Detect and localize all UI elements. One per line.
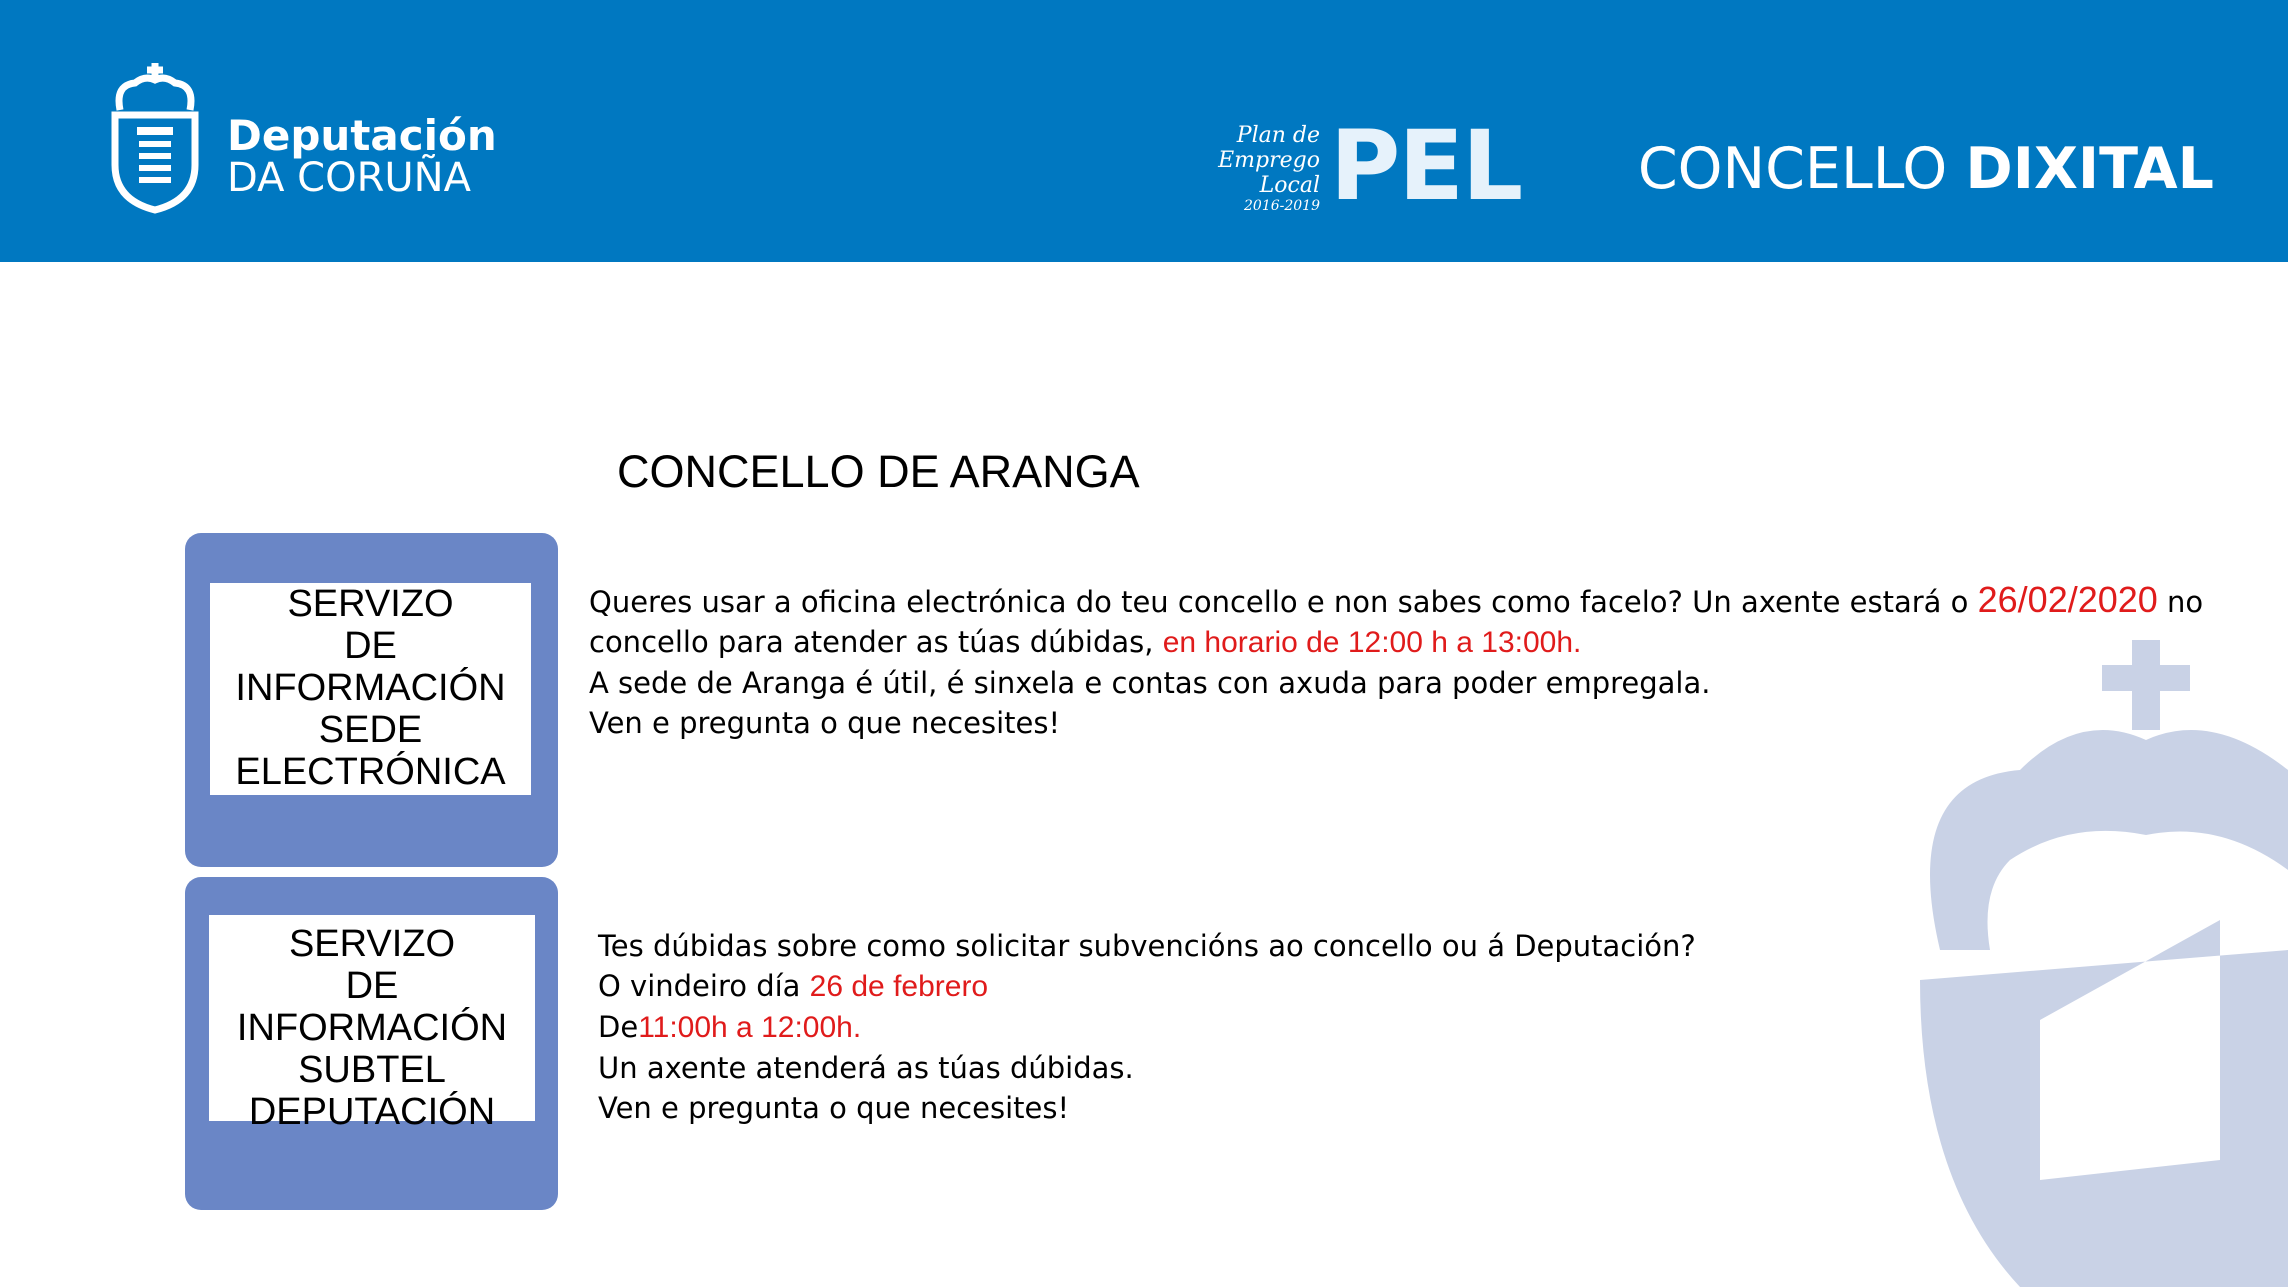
sede-electronica-label-box bbox=[210, 583, 531, 795]
deputacion-logo bbox=[105, 55, 497, 215]
event-time: en horario de 12:00 h a 13:00h. bbox=[1162, 626, 1582, 659]
logo-name-line2: DA CORUÑA bbox=[227, 155, 471, 201]
pel-script-line1: Plan de bbox=[1236, 123, 1320, 148]
panel-line: SERVIZO bbox=[288, 923, 456, 965]
panel-line: DEPUTACIÓN bbox=[248, 1091, 496, 1133]
pel-script-line2: Emprego Local bbox=[1218, 148, 1320, 198]
panel-line: DE bbox=[344, 625, 397, 667]
pel-years: 2016-2019 bbox=[1244, 198, 1320, 214]
info-text: concello para atender as túas dúbidas, bbox=[589, 625, 1163, 659]
event-date: 26 de febrero bbox=[809, 970, 989, 1003]
info-text: no bbox=[2157, 585, 2204, 619]
panel-line: SEDE bbox=[318, 709, 423, 751]
panel-line: SUBTEL bbox=[298, 1049, 446, 1091]
sede-electronica-panel bbox=[185, 533, 558, 867]
page-title: CONCELLO DE ARANGA bbox=[617, 446, 1140, 497]
info-line bbox=[589, 580, 2203, 622]
info-text: Queres usar a oficina electrónica do teu concello e non sabes como facelo? Un axente estará o bbox=[589, 585, 1978, 619]
header-bar bbox=[0, 0, 2288, 262]
info-line: Ven e pregunta o que necesites! bbox=[589, 706, 1061, 740]
concello-dixital-regular: CONCELLO bbox=[1637, 136, 1966, 202]
subtel-deputacion-panel bbox=[185, 877, 558, 1210]
panel-line: SERVIZO bbox=[287, 583, 454, 625]
info-text: De bbox=[598, 1010, 639, 1044]
info-line: Ven e pregunta o que necesites! bbox=[598, 1091, 1070, 1125]
concello-dixital-bold: DIXITAL bbox=[1965, 136, 2214, 202]
panel-line: INFORMACIÓN bbox=[235, 667, 506, 709]
info-line: Tes dúbidas sobre como solicitar subvencións ao concello ou á Deputación? bbox=[598, 929, 1696, 963]
concello-dixital-title bbox=[1638, 136, 2214, 202]
logo-name-line1: Deputación bbox=[227, 111, 497, 160]
panel-line: ELECTRÓNICA bbox=[235, 751, 506, 793]
panel-line: INFORMACIÓN bbox=[236, 1007, 508, 1049]
pel-wordmark: PEL bbox=[1330, 110, 1522, 222]
pel-logo bbox=[1190, 110, 1522, 222]
subtel-deputacion-info bbox=[598, 926, 1696, 1128]
info-line bbox=[598, 966, 1696, 1007]
info-line: A sede de Aranga é útil, é sinxela e contas con axuda para poder empregala. bbox=[589, 666, 1711, 700]
panel-line: DE bbox=[345, 965, 399, 1007]
info-text: O vindeiro día bbox=[598, 969, 810, 1003]
subtel-deputacion-label-box bbox=[209, 915, 535, 1133]
info-line bbox=[598, 1007, 1696, 1048]
info-line: Un axente atenderá as túas dúbidas. bbox=[598, 1051, 1134, 1085]
pel-script bbox=[1190, 123, 1320, 214]
sede-electronica-info bbox=[589, 580, 2203, 743]
crown-tower-seal-icon bbox=[105, 55, 205, 215]
event-time: 11:00h a 12:00h. bbox=[638, 1011, 862, 1044]
info-line bbox=[589, 622, 2203, 663]
event-date: 26/02/2020 bbox=[1977, 579, 2158, 620]
